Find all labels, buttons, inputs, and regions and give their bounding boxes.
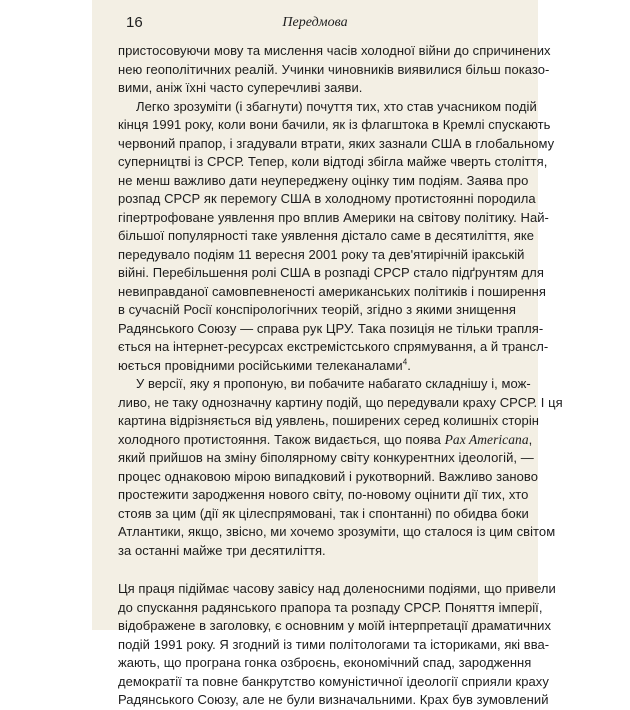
text-line: Радянського Союзу — справа рук ЦРУ. Така позиція не тільки трапля- [118,320,544,336]
text-line: не менш важливо дати неупереджену оцінку тим подіям. Заява про [118,172,529,188]
text-line: демократії та повне банкрутство комуністичної ідеології сприяли краху [118,673,549,689]
body-text [118,42,563,710]
paragraph-3 [118,375,563,560]
text-line: війні. Перебільшення ролі США в розпаді СРСР стало підґрунтям для [118,265,544,280]
text-line: гіпертрофоване уявлення про вплив Америки на світову політику. Най- [118,209,549,225]
emphasis-text: Pax Americana [444,431,529,447]
text-line: картина відрізняється від уявлень, поширених серед колишніх сторін [118,413,540,428]
text-line [118,357,512,376]
text-line-tail: , [528,431,533,447]
text-line [118,431,533,450]
text-line: ється на інтернет-ресурсах екстремістського спрямування, а й трансл- [118,339,549,354]
text-line-body: юється провідними російськими телеканалами [118,357,403,373]
text-line: кінця 1991 року, коли вони бачили, як із флагштока в Кремлі спускають [118,117,551,132]
text-line: вими, аніж їхні часто суперечливі заяви. [118,80,363,95]
text-line: стояв за цим (дії як цілеспрямовані, так і спонтанні) по обидва боки [118,505,529,521]
text-line: відображене в заголовку, є основним у моїй інтерпретації драматичних [118,618,551,633]
text-line: червоний прапор, і згадували втрати, яких зазнали США в глобальному [118,135,555,151]
text-line: невиправданої самовпевненості американських політиків і поширення [118,283,546,299]
text-line: Легко зрозуміти (і збагнути) почуття тих, хто став учасником подій [136,98,537,114]
section-break [118,560,512,580]
text-line: жають, що програна гонка озброєнь, економічний спад, зародження [118,655,532,670]
text-line: простежити зародження нового світу, по-новому оцінити дії тих, хто [118,487,529,502]
text-line: передувало подіям 11 вересня 2001 року та дев'ятирічній іракській [118,246,525,262]
text-line: подій 1991 року. Я згодний із тими політологами та істориками, які вва- [118,636,550,652]
text-line: Ця праця підіймає часову завісу над доленосними подіями, що привели [118,581,556,596]
footnote-ref: 4 [402,357,408,367]
page-header [106,10,524,34]
text-line: суперництві із СРСР. Тепер, коли відтоді збігла майже чверть століття, [118,154,548,169]
text-line: за останні майже три десятиліття. [118,542,326,558]
text-line-body: холодного протистояння. Також видається, що поява [118,431,445,447]
page-number: 16 [126,14,143,31]
text-line: пристосовуючи мову та мислення часів холодної війни до спричинених [118,43,551,58]
paragraph-1 [118,42,551,98]
text-line: Радянського Союзу, але не були визначальними. Крах був зумовлений [118,692,549,707]
text-line: до спускання радянського прапора та розпаду СРСР. Поняття імперії, [118,599,543,615]
paragraph-2 [118,98,555,376]
paragraph-4 [118,580,556,710]
text-line-tail: . [407,357,411,373]
book-page [92,0,563,707]
running-head: Передмова [282,15,348,30]
text-line: Атлантики, якщо, звісно, ми хочемо зрозуміти, що сталося із цим світом [118,524,556,539]
text-line: У версії, яку я пропоную, ви побачите набагато складнішу і, мож- [136,376,531,391]
text-line: нею геополітичних реалій. Учинки чиновників виявилися більш показо- [118,61,550,77]
text-line: в сучасній Росії конспірологічних теорій, згідно з якими знищення [118,302,516,317]
text-line: більшої популярності таке уявлення дістало саме в десятиліття, яке [118,228,535,243]
text-line: процес однаковою мірою випадковий і рукотворний. Важливо заново [118,468,539,484]
text-line: розпад СРСР як перемогу США в холодному протистоянні породила [118,191,536,206]
text-line: ливо, не таку однозначну картину подій, що передували краху СРСР. І ця [118,394,563,410]
text-line: який прийшов на зміну біполярному світу конкурентних ідеологій, — [118,450,534,465]
